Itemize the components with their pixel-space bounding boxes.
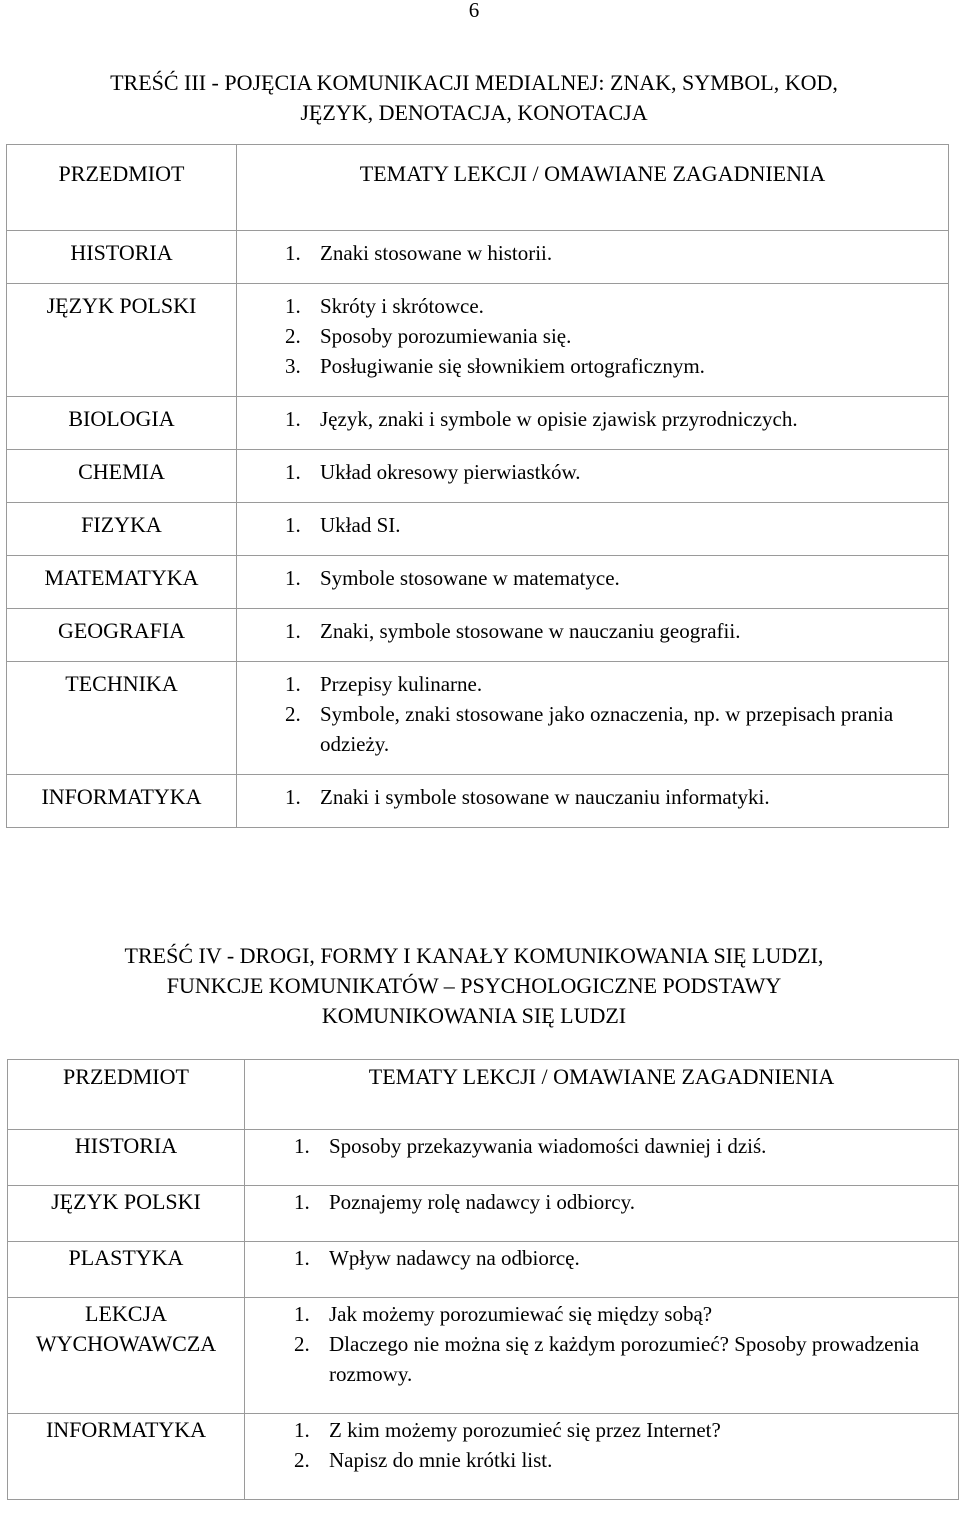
subject-name: GEOGRAFIA [57, 618, 186, 643]
topic-list [245, 1299, 958, 1389]
topics-cell [245, 1242, 959, 1298]
topic-item [237, 510, 948, 540]
topic-number: 1. [285, 672, 301, 696]
topic-text: Poznajemy rolę nadawcy i odbiorcy. [329, 1190, 635, 1214]
subject-name: JĘZYK POLSKI [46, 293, 197, 318]
topic-item [237, 351, 948, 381]
topic-item [237, 563, 948, 593]
topic-text: Język, znaki i symbole w opisie zjawisk przyrodniczych. [320, 407, 798, 431]
table-row [7, 662, 949, 775]
subject-name: MATEMATYKA [44, 565, 199, 590]
section-4-table [7, 1059, 959, 1500]
header-topics-cell [245, 1060, 959, 1130]
topic-number: 1. [294, 1246, 310, 1270]
topic-number: 1. [294, 1418, 310, 1442]
table-row [7, 284, 949, 397]
topic-text: Symbole, znaki stosowane jako oznaczenia, np. w przepisach prania odzieży. [320, 702, 894, 756]
header-topics: TEMATY LEKCJI / OMAWIANE ZAGADNIENIA [368, 1064, 835, 1089]
topic-text: Napisz do mnie krótki list. [329, 1448, 553, 1472]
topics-cell [237, 284, 949, 397]
section-3-title-line-2: JĘZYK, DENOTACJA, KONOTACJA [300, 100, 648, 125]
topic-item [237, 321, 948, 351]
topic-number: 1. [285, 619, 301, 643]
topic-number: 2. [294, 1332, 310, 1356]
section-4-title-line-2: FUNKCJE KOMUNIKATÓW – PSYCHOLOGICZNE PODSTAWY [166, 973, 782, 998]
topic-item [237, 699, 948, 759]
subject-cell [8, 1414, 245, 1500]
topic-list [237, 291, 948, 381]
topic-number: 1. [294, 1134, 310, 1158]
table-row [8, 1298, 959, 1414]
topic-list [245, 1187, 958, 1217]
topic-list [245, 1415, 958, 1475]
subject-cell [7, 397, 237, 450]
topic-text: Symbole stosowane w matematyce. [320, 566, 620, 590]
topic-text: Skróty i skrótowce. [320, 294, 484, 318]
header-subject: PRZEDMIOT [58, 161, 185, 186]
table-row [7, 775, 949, 828]
subject-name: PLASTYKA [68, 1245, 184, 1270]
topic-item [237, 669, 948, 699]
topic-item [245, 1329, 958, 1389]
topic-list [237, 616, 948, 646]
topic-item [245, 1243, 958, 1273]
topic-item [245, 1187, 958, 1217]
topic-item [245, 1299, 958, 1329]
topic-number: 2. [285, 702, 301, 726]
header-subject-cell [8, 1060, 245, 1130]
topic-text: Układ okresowy pierwiastków. [320, 460, 581, 484]
header-subject: PRZEDMIOT [63, 1064, 189, 1089]
topics-cell [237, 450, 949, 503]
subject-cell [8, 1242, 245, 1298]
topics-cell [237, 556, 949, 609]
topic-text: Układ SI. [320, 513, 401, 537]
topic-list [237, 563, 948, 593]
table-row [7, 397, 949, 450]
table-row [7, 503, 949, 556]
topic-number: 1. [285, 294, 301, 318]
topics-cell [237, 503, 949, 556]
topics-cell [245, 1186, 959, 1242]
topic-text: Jak możemy porozumiewać się między sobą? [329, 1302, 713, 1326]
topic-text: Sposoby porozumiewania się. [320, 324, 572, 348]
subject-name: HISTORIA [74, 1133, 178, 1158]
topic-number: 1. [285, 460, 301, 484]
topics-cell [237, 609, 949, 662]
topic-text: Sposoby przekazywania wiadomości dawniej i dziś. [329, 1134, 767, 1158]
subject-cell [7, 231, 237, 284]
table-row [8, 1242, 959, 1298]
page-number: 6 [468, 0, 480, 22]
subject-cell [8, 1298, 245, 1414]
topic-list [237, 238, 948, 268]
topic-item [237, 291, 948, 321]
topic-text: Dlaczego nie można się z każdym porozumieć? Sposoby prowadzenia rozmowy. [329, 1332, 920, 1386]
topic-text: Znaki i symbole stosowane w nauczaniu informatyki. [320, 785, 770, 809]
subject-name: BIOLOGIA [68, 406, 175, 431]
topic-list [237, 669, 948, 759]
table-row [8, 1186, 959, 1242]
topic-list [237, 782, 948, 812]
section-3-title-line-1: TREŚĆ III - POJĘCIA KOMUNIKACJI MEDIALNEJ: ZNAK, SYMBOL, KOD, [110, 70, 838, 95]
topic-item [245, 1415, 958, 1445]
topics-cell [237, 397, 949, 450]
subject-name: JĘZYK POLSKI [51, 1189, 201, 1214]
topic-text: Wpływ nadawcy na odbiorcę. [329, 1246, 580, 1270]
topic-number: 1. [285, 566, 301, 590]
topics-cell [237, 231, 949, 284]
topic-list [245, 1243, 958, 1273]
table-row [7, 231, 949, 284]
section-3-title [0, 68, 948, 128]
topic-text: Z kim możemy porozumieć się przez Internet? [329, 1418, 721, 1442]
subject-cell [7, 556, 237, 609]
topic-number: 1. [294, 1302, 310, 1326]
topic-number: 2. [285, 324, 301, 348]
subject-cell [8, 1186, 245, 1242]
subject-name: HISTORIA [70, 240, 173, 265]
topics-cell [245, 1130, 959, 1186]
section-4-title-line-1: TREŚĆ IV - DROGI, FORMY I KANAŁY KOMUNIKOWANIA SIĘ LUDZI, [124, 943, 824, 968]
subject-name: LEKCJA WYCHOWAWCZA [35, 1301, 217, 1356]
section-3-table [6, 144, 949, 828]
subject-cell [7, 284, 237, 397]
topics-cell [237, 662, 949, 775]
topics-cell [245, 1414, 959, 1500]
header-topics-cell [237, 145, 949, 231]
subject-name: INFORMATYKA [45, 1417, 207, 1442]
topic-item [245, 1445, 958, 1475]
table-row [7, 450, 949, 503]
topic-item [237, 616, 948, 646]
topics-cell [237, 775, 949, 828]
topic-number: 1. [285, 785, 301, 809]
topic-item [237, 782, 948, 812]
topic-number: 1. [285, 513, 301, 537]
topic-list [245, 1131, 958, 1161]
topic-list [237, 404, 948, 434]
topic-number: 1. [285, 407, 301, 431]
header-subject-cell [7, 145, 237, 231]
topic-text: Znaki stosowane w historii. [320, 241, 553, 265]
subject-name: INFORMATYKA [41, 784, 202, 809]
header-topics: TEMATY LEKCJI / OMAWIANE ZAGADNIENIA [359, 161, 826, 186]
table-row [8, 1130, 959, 1186]
topic-list [237, 510, 948, 540]
topic-text: Znaki, symbole stosowane w nauczaniu geografii. [320, 619, 741, 643]
subject-cell [7, 775, 237, 828]
subject-name: CHEMIA [78, 459, 165, 484]
subject-cell [7, 609, 237, 662]
table-header-row [7, 145, 949, 231]
subject-cell [7, 662, 237, 775]
topic-number: 3. [285, 354, 301, 378]
subject-name: FIZYKA [81, 512, 162, 537]
topic-number: 2. [294, 1448, 310, 1472]
subject-name: TECHNIKA [65, 671, 178, 696]
topic-text: Posługiwanie się słownikiem ortograficznym. [320, 354, 705, 378]
topic-number: 1. [294, 1190, 310, 1214]
topic-item [245, 1131, 958, 1161]
section-4-title [0, 941, 948, 1031]
subject-cell [7, 450, 237, 503]
table-row [8, 1414, 959, 1500]
topic-text: Przepisy kulinarne. [320, 672, 483, 696]
topic-item [237, 457, 948, 487]
topic-number: 1. [285, 241, 301, 265]
topic-list [237, 457, 948, 487]
table-row [7, 556, 949, 609]
topic-item [237, 238, 948, 268]
table-row [7, 609, 949, 662]
topics-cell [245, 1298, 959, 1414]
subject-cell [8, 1130, 245, 1186]
topic-item [237, 404, 948, 434]
table-header-row [8, 1060, 959, 1130]
subject-cell [7, 503, 237, 556]
section-4-title-line-3: KOMUNIKOWANIA SIĘ LUDZI [321, 1003, 627, 1028]
